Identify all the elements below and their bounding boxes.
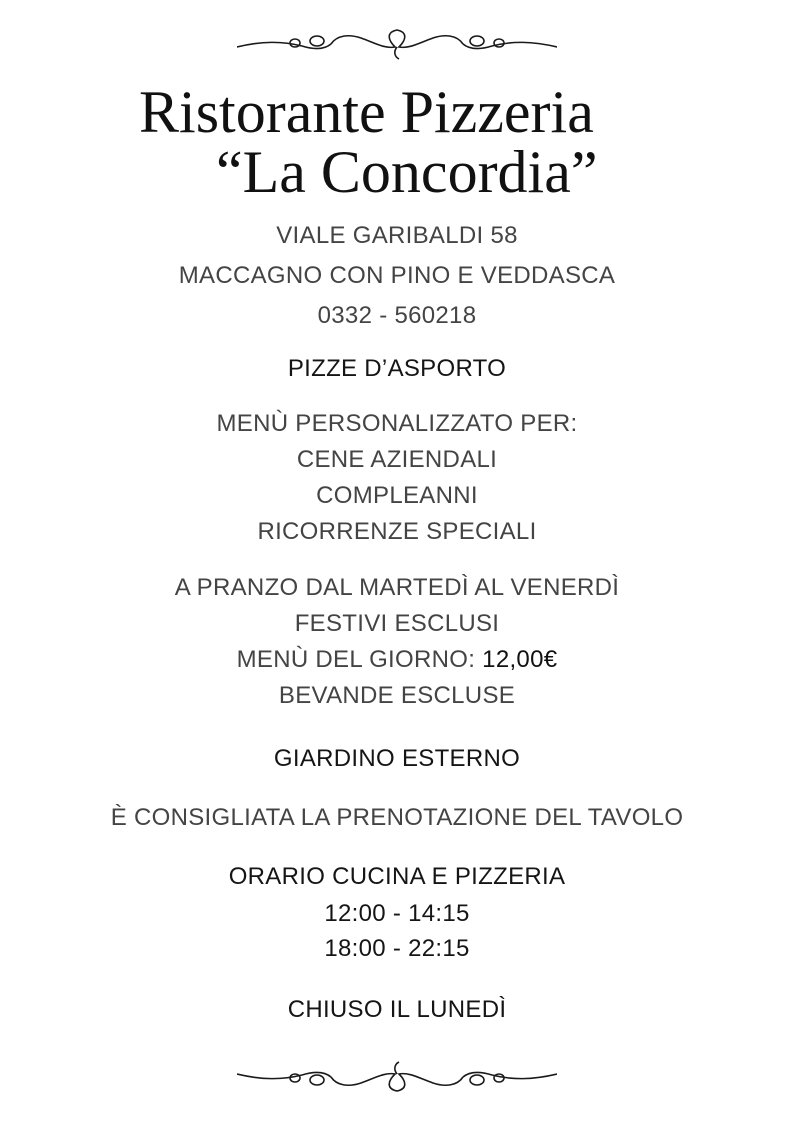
- flourish-bottom-ornament: [237, 1060, 557, 1094]
- custom-menu-heading: MENÙ PERSONALIZZATO PER:: [216, 410, 578, 437]
- drinks-note: BEVANDE ESCLUSE: [278, 682, 516, 709]
- custom-menu-item: CENE AZIENDALI: [296, 446, 498, 473]
- flourish-top-icon: [237, 27, 557, 61]
- hours-slot: 18:00 - 22:15: [324, 935, 470, 962]
- phone-number: 0332 - 560218: [317, 302, 477, 329]
- hours-slot: 12:00 - 14:15: [324, 900, 470, 927]
- closed-day: CHIUSO IL LUNEDÌ: [287, 996, 507, 1023]
- lunch-exclusion: FESTIVI ESCLUSI: [294, 610, 500, 637]
- daily-menu-line: [0, 648, 794, 672]
- daily-menu-label: MENÙ DEL GIORNO:: [236, 646, 476, 673]
- reservation-note: È CONSIGLIATA LA PRENOTAZIONE DEL TAVOLO: [110, 804, 684, 831]
- hours-heading: ORARIO CUCINA E PIZZERIA: [228, 863, 566, 890]
- address-street: VIALE GARIBALDI 58: [276, 222, 518, 249]
- restaurant-name-line2: “La Concordia”: [216, 139, 598, 205]
- lunch-days: A PRANZO DAL MARTEDÌ AL VENERDÌ: [174, 574, 620, 601]
- flourish-bottom-icon: [237, 1060, 557, 1094]
- takeaway-label: PIZZE D’ASPORTO: [287, 355, 507, 382]
- daily-menu-price: 12,00€: [482, 646, 558, 673]
- custom-menu-item: RICORRENZE SPECIALI: [257, 518, 537, 545]
- flourish-top-ornament: [237, 27, 557, 61]
- restaurant-name-line1: Ristorante Pizzeria: [139, 79, 594, 145]
- custom-menu-item: COMPLEANNI: [316, 482, 478, 509]
- garden-label: GIARDINO ESTERNO: [273, 745, 521, 772]
- address-town: MACCAGNO CON PINO E VEDDASCA: [178, 262, 616, 289]
